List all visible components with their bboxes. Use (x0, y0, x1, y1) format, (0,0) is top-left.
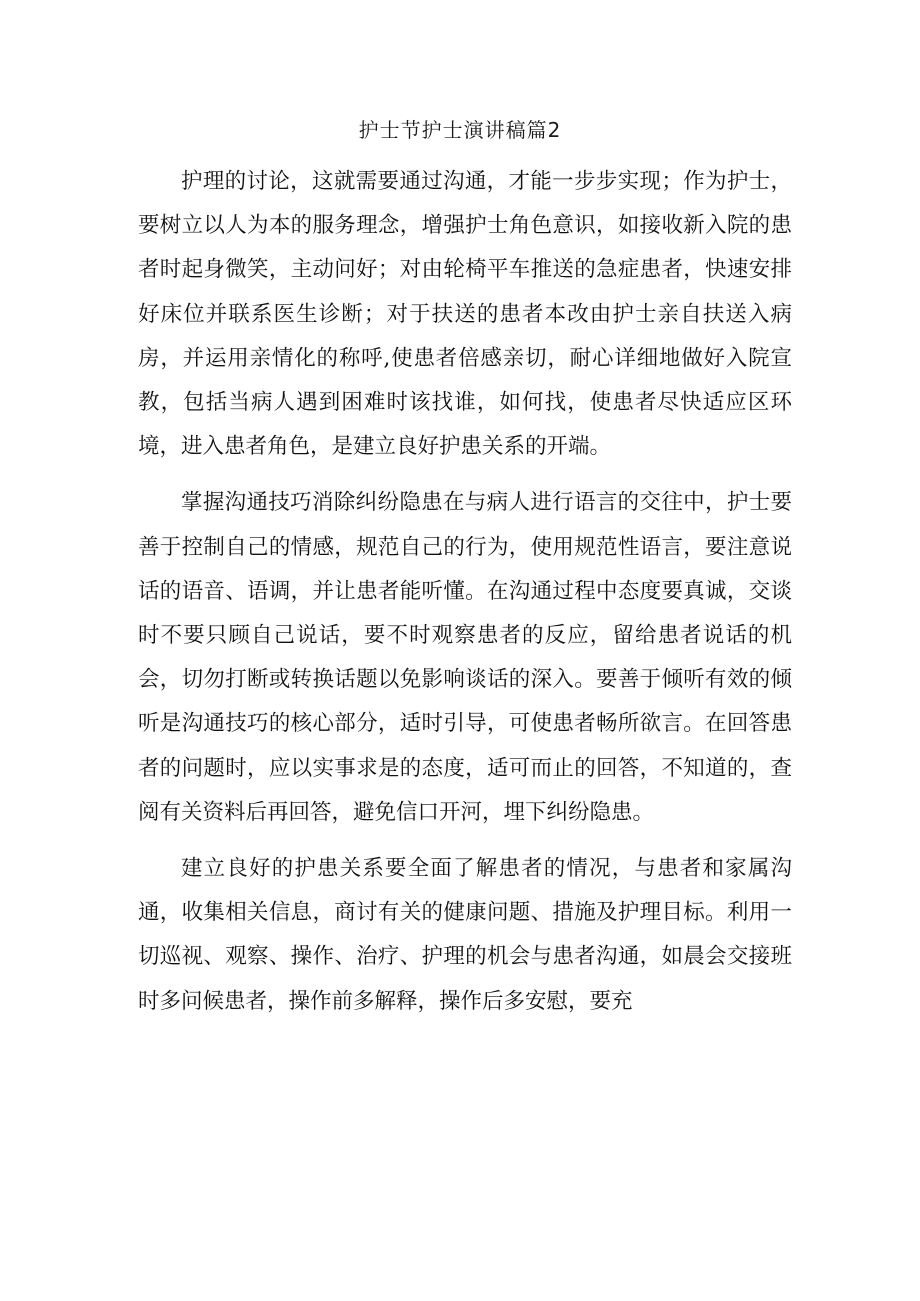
paragraph-3: 建立良好的护患关系要全面了解患者的情况，与患者和家属沟通，收集相关信息，商讨有关的健康问题、措施及护理目标。利用一切巡视、观察、操作、治疗、护理的机会与患者沟通，如晨会交接班时多问候患者，操作前多解释，操作后多安慰，要充 (138, 856, 792, 1014)
paragraph-2: 掌握沟通技巧消除纠纷隐患在与病人进行语言的交往中，护士要善于控制自己的情感，规范自己的行为，使用规范性语言，要注意说话的语音、语调，并让患者能听懂。在沟通过程中态度要真诚，交谈时不要只顾自己说话，要不时观察患者的反应，留给患者说话的机会，切勿打断或转换话题以免影响谈话的深入。要善于倾听有效的倾听是沟通技巧的核心部分，适时引导，可使患者畅所欲言。在回答患者的问题时，应以实事求是的态度，适可而止的回答，不知道的，查阅有关资料后再回答，避免信口开河，埋下纠纷隐患。 (138, 490, 792, 825)
document-body (138, 160, 792, 1024)
paragraph-1: 护理的讨论，这就需要通过沟通，才能一步步实现；作为护士，要树立以人为本的服务理念，增强护士角色意识，如接收新入院的患者时起身微笑，主动问好；对由轮椅平车推送的急症患者，快速安排好床位并联系医生诊断；对于扶送的患者本改由护士亲自扶送入病房，并运用亲情化的称呼,使患者倍感亲切，耐心详细地做好入院宣教，包括当病人遇到困难时该找谁，如何找，使患者尽快适应区环境，进入患者角色，是建立良好护患关系的开端。 (138, 169, 792, 460)
document-title: 护士节护士演讲稿篇2 (358, 118, 562, 142)
